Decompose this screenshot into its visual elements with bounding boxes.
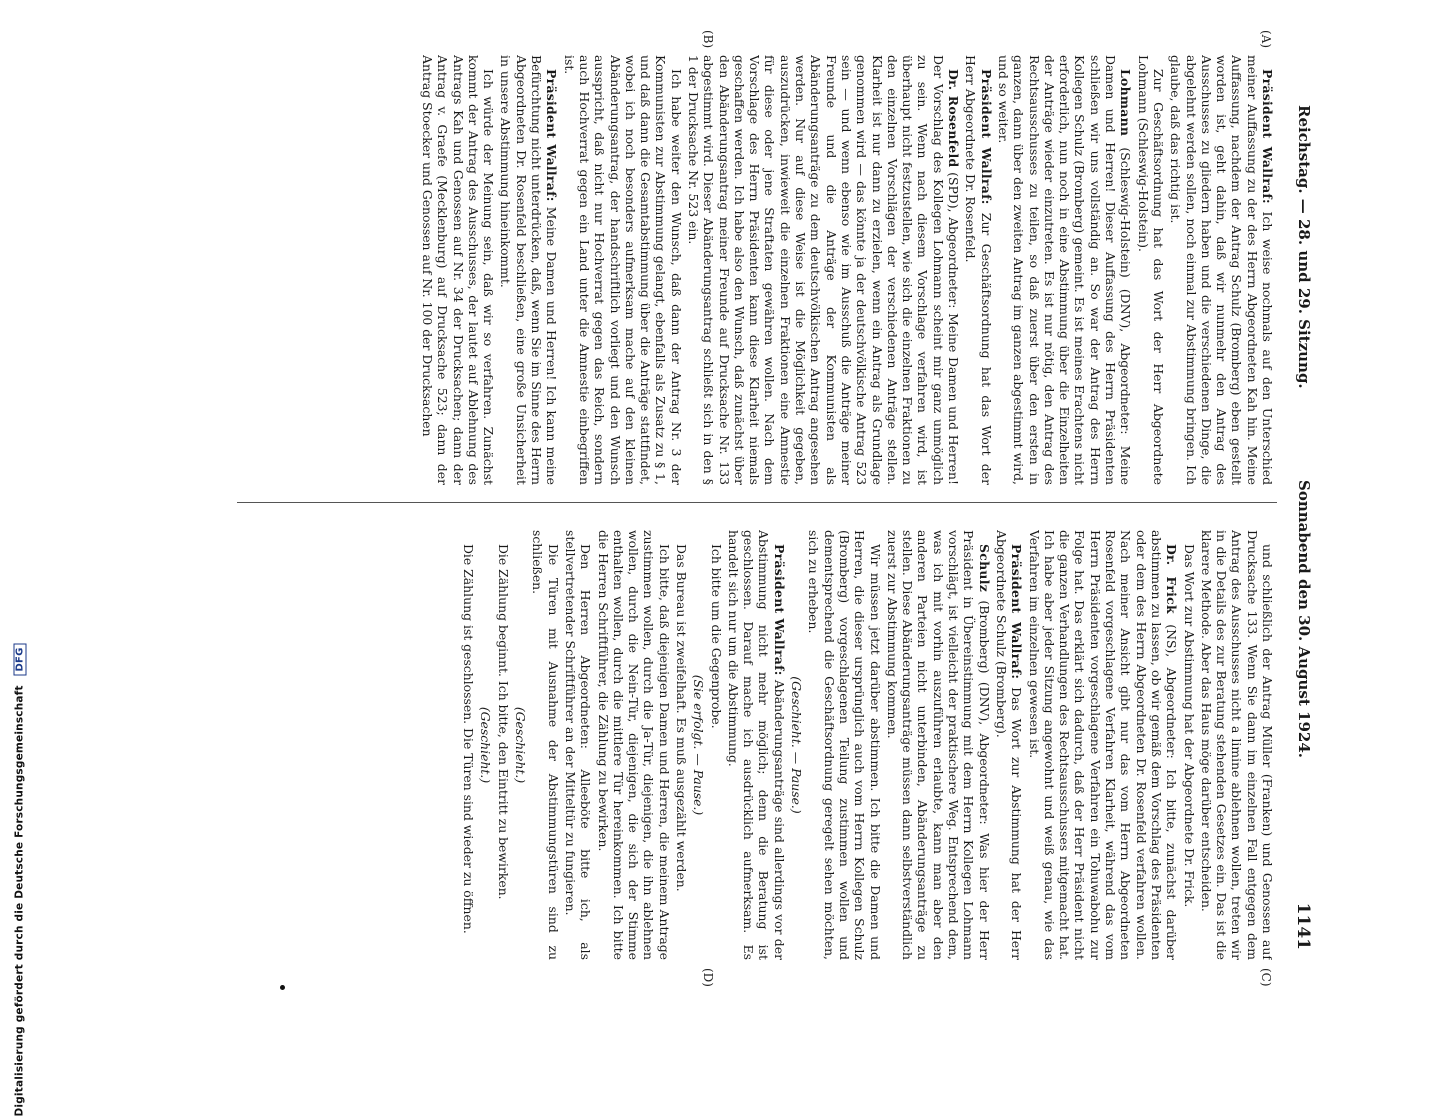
- rotated-page: [65, 0, 1335, 1000]
- paragraph: [789, 530, 804, 960]
- paragraph-text: (Geschieht.): [513, 706, 529, 784]
- speaker-name: Schulz: [976, 544, 992, 593]
- paragraph: [1135, 55, 1166, 485]
- dfg-credit: [14, 137, 27, 1117]
- speaker-name: Präsident Wallraf:: [771, 544, 787, 676]
- ink-dot: [280, 985, 285, 990]
- paragraph: [963, 55, 994, 485]
- margin-marker-b: (B): [701, 30, 715, 49]
- paragraph-text: Die Türen mit Ausnahme der Abstimmungstüren sind zu schließen.: [530, 530, 561, 960]
- paragraph-text: (Sie erfolgt. — Pause.): [691, 674, 707, 816]
- paragraph: [885, 530, 992, 960]
- paragraph: [806, 530, 882, 960]
- paragraph-text: Ich würde der Meinung sein, daß wir so verfahren. Zunächst kommt der Antrag des Ausschusses, der lautet auf Ablehnung des Antrags Kah und Genossen auf Nr. 34 der Drucksachen; dann der Antrag v. Graefe (Mecklenburg) auf Drucksache 523; dann der Antrag Stoecker und Genossen auf Nr. 100 der Drucksachen: [419, 55, 497, 485]
- paragraph: [708, 530, 723, 960]
- margin-marker-c: (C): [1259, 968, 1273, 987]
- paragraph-text: (Bromberg) (DNV), Abgeordneter: Was hier der Herr Präsident in Übereinstimmung mit dem Herrn Kollegen Lohmann vorschlägt, ist vielleicht der praktischere Weg. Entsprechend dem, was ich mit vorhin auszuführen erlaubte, kann man aber den anderen Parteien nicht unterbinden, Abänderungsanträge zu stellen. Diese Abänderungsanträge müssen dann selbstverständlich zuerst zur Abstimmung kommen.: [884, 530, 992, 960]
- header-session-title: Reichstag. — 28. und 29. Sitzung.: [1295, 105, 1313, 389]
- margin-marker-d: (D): [701, 968, 715, 987]
- paragraph-text: und schließlich der Antrag Müller (Franken) und Genossen auf Drucksache 133. Wenn Sie dann im einzelnen Fall entgegen dem Antrag des Ausschusses nicht a limine ablehnen wollen, treten wir in die Details des zur Beratung stehenden Gesetzes ein. Das ist die klarere Methode. Aber das Haus möge darüber entscheiden.: [1198, 530, 1275, 960]
- paragraph: [563, 530, 594, 960]
- right-text-column: [235, 530, 1275, 960]
- paragraph: [595, 530, 671, 960]
- paragraph-text: Das Wort zur Abstimmung hat der Abgeordnete Dr. Frick.: [1181, 544, 1197, 908]
- paragraph: [1026, 530, 1179, 960]
- paragraph-text: Ich weise nochmals auf den Unterschied meiner Auffassung zu der des Herrn Abgeordneten Kah hin. Meine Auffassung, nachdem der Antrag Schulz (Bromberg) eben gestellt worden ist, geht dahin, daß wir nunmehr den Antrag des Ausschusses zu gliedern haben und die verschiedenen Dinge, die abgelehnt werden sollen, noch einmal zur Abstimmung bringen. Ich glaube, daß das richtig ist.: [1168, 55, 1275, 485]
- speaker-name: Präsident Wallraf:: [1009, 544, 1025, 680]
- paragraph-text: Abänderungsanträge sind allerdings vor der Abstimmung nicht mehr möglich; denn die Beratung ist geschlossen. Darauf mache ich ausdrücklich aufmerksam. Es handelt sich nur um die Abstimmung.: [725, 530, 787, 960]
- paragraph: [691, 530, 706, 960]
- paragraph: [495, 530, 510, 960]
- speaker-name: Präsident Wallraf:: [544, 69, 560, 202]
- header-date: Sonnabend den 30. August 1924.: [1295, 480, 1313, 758]
- paragraph-text: Zur Geschäftsordnung hat das Wort der Herr Abgeordnete Lohmann (Schleswig-Holstein).: [1135, 55, 1166, 485]
- paragraph-text: Die Zählung beginnt. Ich bitte, den Eintritt zu bewirken.: [495, 544, 511, 900]
- paragraph: [513, 530, 528, 960]
- dfg-logo: DFG: [14, 644, 27, 676]
- paragraph: [420, 55, 496, 485]
- paragraph-text: Wir müssen jetzt darüber abstimmen. Ich bitte die Damen und Herren, die dieser ursprünglich auch vom Herrn Kollegen Schulz (Bromberg) vorgeschlagenen Teilung zustimmen wollen und dementsprechend die Geschäftsordnung geregelt sehen möchten, sich zu erheben.: [806, 530, 883, 960]
- paragraph-text: Meine Damen und Herren! Ich kann meine Befürchtung nicht unterdrücken, daß, wenn Sie im Sinne des Herrn Abgeordneten Dr. Rosenfeld beschließen, eine große Unsicherheit in unsere Abstimmung hineinkommt.: [498, 55, 560, 485]
- page-header: [1283, 20, 1313, 970]
- paragraph-text: Ich bitte um die Gegenprobe.: [708, 544, 724, 729]
- paragraph-text: Das Bureau ist zweifelhaft. Es muß ausgezählt werden.: [674, 544, 690, 892]
- paragraph-text: (Schleswig-Holstein) (DNV), Abgeordneter: Meine Damen und Herren! Dieser Auffassung des Herrn Präsidenten schließen wir uns vollständig an. So war der Antrag des Herrn Kollegen Schulz (Bromberg) gemeint. Es ist meines Erachtens nicht erforderlich, nun noch in eine Abstimmung über die Einzelheiten der Anträge wieder einzutreten. Es ist nur nötig, den Antrag des Rechtsausschusses zu teilen, so daß zuerst über den ersten in ganzen, dann über den zweiten Antrag im ganzen abgestimmt wird, und so weiter.: [995, 55, 1134, 485]
- paragraph: [994, 530, 1025, 960]
- paragraph-text: (Geschieht.): [478, 706, 494, 784]
- speaker-name: Dr. Rosenfeld: [946, 69, 962, 168]
- paragraph: [498, 55, 559, 485]
- paragraph-text: Ich bitte, daß diejenigen Damen und Herren, die meinem Antrage zustimmen wollen, durch die Ja-Tür, diejenigen, die ihn ablehnen wollen, durch die Nein-Tür, diejenigen, die sich der Stimme enthalten wollen, durch die mittlere Tür hereinkommen. Ich bitte die Herren Schriftführer, die Zählung zu bewirken.: [595, 530, 672, 960]
- paragraph-text: Den Herren Abgeordneten: Alleeböte bitte ich, als stellvertretender Schriftführer an der Mitteltür zu fungieren.: [562, 530, 594, 960]
- paragraph-text: (SPD), Abgeordneter: Meine Damen und Herren! Der Vorschlag des Kollegen Lohmann scheint mir ganz unmöglich zu sein. Wenn nach diesem Vorschlage verfahren wird, ist überhaupt nicht festzustellen, wie sich die einzelnen Fraktionen zu den einzelnen Vorschlägen der verschiedenen Anträge stellen. Klarheit ist nur dann zu erzielen, wenn ein Antrag als Grundlage genommen wird — das könnte ja der deutschvölkische Antrag 523 sein — und wenn ebenso wie im Ausschuß die Anträge meiner Freunde und die Anträge der Kommunisten als Abänderungsanträge zu dem deutschvölkischen Antrag angesehen werden. Nur auf diese Weise ist die Möglichkeit gegeben, auszudrücken, inwieweit die einzelnen Fraktionen eine Amnestie für diese oder jene Straftaten gewähren wollen. Nach dem Vorschlage des Herrn Präsidenten kann diese Klarheit niemals geschaffen werden. Ich habe also den Wunsch, daß zunächst über den Abänderungsantrag meiner Freunde auf Drucksache Nr. 133 abgestimmt wird. Dieser Abänderungsantrag schließt sich in den § 1 der Drucksache Nr. 523 ein.: [686, 55, 962, 485]
- column-divider: [237, 502, 1277, 503]
- paragraph: [561, 55, 683, 485]
- paragraph-text: (NS), Abgeordneter: Ich bitte, zunächst darüber abstimmen zu lassen, ob wir gemäß dem Vorschlag des Präsidenten oder dem des Herrn Abgeordneten Dr. Rosenfeld verfahren wollen. Nach meiner Ansicht gibt nur das vom Herrn Abgeordneten Rosenfeld vorgeschlagene Verfahren Klarheit, während das vom Herrn Präsidenten vorgeschlagene Verfahren ein Tohuwabohu zur Folge hat. Das erklärt sich dadurch, daß der Herr Präsident nicht die ganzen Verhandlungen des Rechtsausschusses mitgemacht hat. Ich habe aber jeder Sitzung angewohnt und weiß genau, wie das Verfahren im einzelnen gewesen ist.: [1026, 530, 1180, 960]
- digitization-credit-strip: [0, 0, 26, 1117]
- margin-marker-a: (A): [1259, 30, 1273, 49]
- speaker-name: Präsident Wallraf:: [1260, 69, 1275, 204]
- speaker-name: Dr. Frick: [1164, 544, 1180, 614]
- paragraph: [1181, 530, 1196, 960]
- paragraph: [530, 530, 561, 960]
- paragraph-text: Die Zählung ist geschlossen. Die Türen sind wieder zu öffnen.: [461, 544, 477, 934]
- paragraph: [996, 55, 1134, 485]
- paragraph: [726, 530, 787, 960]
- paragraph: [686, 55, 961, 485]
- paragraph-text: Das Wort zur Abstimmung hat der Herr Abgeordnete Schulz (Bromberg).: [993, 530, 1025, 960]
- paragraph-text: Zur Geschäftsordnung hat das Wort der Herr Abgeordnete Dr. Rosenfeld.: [963, 55, 994, 485]
- paragraph: [674, 530, 689, 960]
- left-text-column: [235, 55, 1275, 485]
- page-number: 1141: [1293, 902, 1313, 950]
- paragraph-text: Ich habe weiter den Wunsch, daß dann der Antrag Nr. 3 der Kommunisten zur Abstimmung gelangt, ebenfalls als Zusatz zu § 1, und daß dann die Gesamtabstimmung über die Anträge stattfindet, wobei ich noch besonders aufmerksam mache auf den kleinen Abänderungsantrag, der handschriftlich vorliegt und den Wunsch ausspricht, daß nicht nur Hochverrat gegen das Reich, sondern auch Hochverrat gegen ein Land unter die Amnestie einbegriffen ist.: [561, 55, 684, 485]
- dfg-credit-text: Digitalisierung gefördert durch die Deutsche Forschungsgemeinschaft: [13, 685, 26, 1117]
- paragraph: [461, 530, 476, 960]
- paragraph: [1168, 55, 1275, 485]
- paragraph-text: (Geschieht. — Pause.): [789, 676, 805, 814]
- speaker-name: Lohmann: [1118, 69, 1134, 137]
- paragraph: [1199, 530, 1275, 960]
- speaker-name: Präsident Wallraf:: [978, 69, 994, 205]
- paragraph: [478, 530, 493, 960]
